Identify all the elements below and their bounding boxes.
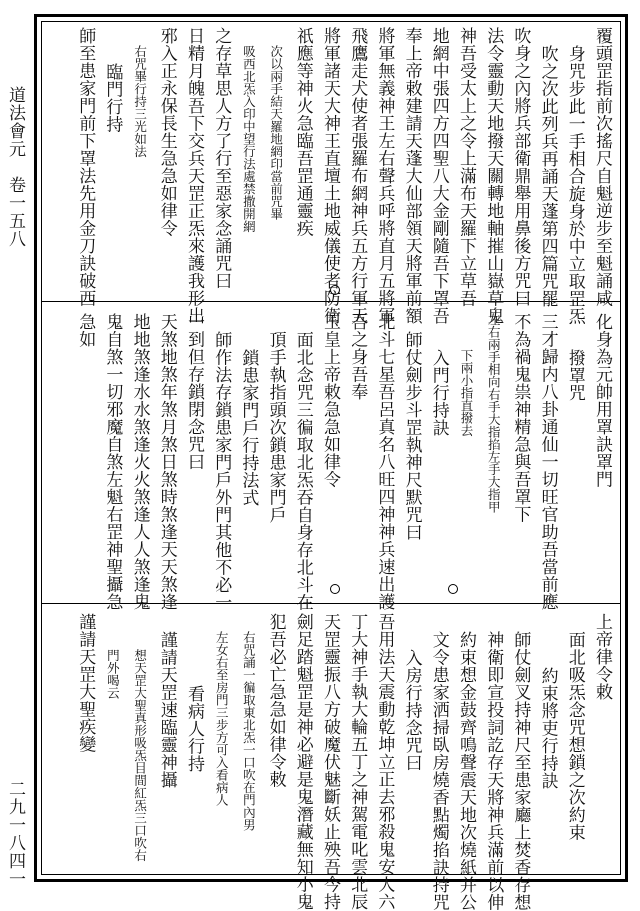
- text-column: 師作法存鎖患家門戶外門其他不必一: [211, 331, 232, 611]
- text-column: 上帝律令敕: [592, 613, 612, 701]
- text-column: 約束想金鼓齊鳴聲震天地次燒紙并公: [456, 631, 476, 911]
- text-column: 右咒誦一徧取東北炁一口吹在門內男: [241, 631, 257, 831]
- section-divider-2: [41, 603, 621, 604]
- text-column: 撥罩咒: [564, 349, 585, 402]
- text-column: 不為禍鬼祟神精急與吾罩下: [510, 313, 531, 523]
- text-column: 祇應等神火急臨吾罡通靈疾: [292, 27, 313, 237]
- text-column: 入房行持念咒曰: [401, 649, 422, 772]
- text-section-top: [37, 27, 625, 325]
- text-column: 吾之身吾奉: [347, 313, 368, 401]
- text-column: 入門行持訣: [428, 349, 449, 437]
- text-column: 次以兩手結天羅地網印當前咒畢: [268, 45, 284, 220]
- text-column: 面北念咒三徧取北炁吞自身存北斗在: [292, 331, 313, 611]
- text-column: 日精月魄吾下交兵天罡正炁來護我形出: [184, 27, 204, 325]
- text-column: 丁大神手執大輪五丁之神駕電叱雲北辰: [347, 613, 368, 911]
- text-column: 法令靈動天地撥天關轉地軸摧山嶽草鬼: [483, 27, 504, 325]
- text-column: 一到但存鎖閉念咒曰: [184, 313, 204, 471]
- circle-mark: [448, 584, 458, 594]
- text-column: 天煞地煞年煞月煞日煞時煞逢天天煞逢: [156, 313, 177, 611]
- text-section-middle: [37, 313, 625, 611]
- circle-mark: [330, 285, 340, 295]
- text-column: 劍足踏魁罡是神必避是鬼潛藏無知小鬼: [292, 613, 313, 911]
- text-column: 急如: [75, 313, 96, 348]
- text-column: 下兩小指直撥去: [459, 349, 474, 437]
- text-column: 約束將吏行持訣: [537, 667, 558, 790]
- page-number-margin: 二九一八四一: [5, 780, 25, 888]
- text-column: 飛鷹走犬使者張羅布網神兵五方行軍天: [347, 27, 368, 325]
- text-column: 頂手執指頭次鎖患家門戶: [265, 331, 286, 524]
- text-column: 左女右至房門三步方可入看病人: [214, 631, 230, 806]
- text-column: 看病人行持: [184, 685, 204, 773]
- text-column: 化身為元帥用罩訣罩門: [592, 313, 612, 488]
- text-column: 謹請天罡大聖疾變: [75, 613, 96, 753]
- text-column: 玉皇上帝敕急急如律令: [320, 313, 340, 488]
- text-column: 右咒畢行持三光如法: [132, 45, 148, 158]
- text-column: 想天罡大聖真形吸炁目間紅炁三口吹右: [132, 649, 148, 862]
- text-column: 身咒步此一手相合旋身於中立取罡炁: [564, 45, 585, 325]
- text-column: 犯吾必亡急急如律令敕: [265, 613, 286, 788]
- text-column: 天罡靈振八方破魔伏魅斷妖止殃吾今持: [320, 613, 340, 911]
- circle-mark: [330, 584, 340, 594]
- text-column: 三才歸内八卦通仙一切旺官助吾當前應: [537, 313, 558, 611]
- text-column: 吹身之內將兵部衛鼎舉用鼻後方咒曰: [510, 27, 531, 307]
- page-frame: [34, 14, 628, 911]
- text-column: 謹請天罡速臨靈神攝: [156, 631, 177, 789]
- text-column: 將軍無義神王左右聲兵呼將直月五將軍: [374, 27, 395, 325]
- text-column: 師仗劍叉持神尺至患家廳上焚香存想: [510, 631, 531, 911]
- text-column: 邪入正永保長生急急如律令: [156, 27, 177, 237]
- text-column: 師仗劍步斗罡執神尺默咒曰: [401, 331, 422, 541]
- text-section-bottom: [37, 613, 625, 911]
- text-column: 吸西北炁入印中望行法處禁撒開網: [241, 45, 257, 233]
- text-column: 北斗七星吾呂真名八旺四神神兵速出護: [374, 313, 395, 611]
- text-column: 覆頭罡指前次搖尺自魁逆步至魁誦咸: [592, 27, 612, 307]
- text-column: 鎖患家門戶行持法式: [238, 349, 259, 507]
- text-column: 門外喝云: [105, 649, 121, 699]
- text-column: 師至患家門前下罩法先用金刀訣破西: [75, 27, 96, 307]
- text-column: 神衛即宣投詞訖存天將神兵滿前以伸: [483, 631, 504, 911]
- text-column: 將軍諸天大神王直壇土地威儀使者防衛: [320, 27, 340, 325]
- text-column: 之存草思人方了行至惡家念誦咒曰: [211, 27, 232, 290]
- text-column: 文令患家洒掃臥房燒香點燭掐訣持咒: [428, 631, 449, 911]
- text-column: 面北吸炁念咒想鎖之次約束: [564, 631, 585, 841]
- text-column: 奉上帝敕建請天蓬大仙部領天將軍前額: [401, 27, 422, 325]
- text-column: 神吾受太上之令上滿布天羅下立草吾: [456, 27, 476, 307]
- text-column: 吹之次此列兵再誦天蓬第四篇咒罷: [537, 45, 558, 308]
- text-column: 吾用法天震動乾坤立正去邪殺鬼安人六: [374, 613, 395, 911]
- text-column: 左右兩手相向右手大指掐左手大指甲: [486, 313, 502, 513]
- book-title-margin: 道法會元 卷一五八: [5, 86, 25, 248]
- text-column: 臨門行持: [102, 63, 123, 133]
- text-column: 鬼自煞一切邪魔自煞左魁右罡神聖攝急: [102, 313, 123, 611]
- text-column: 地網中張四方四聖八大金剛隨吾下罩吾: [428, 27, 449, 325]
- text-column: 地地煞逢水水煞逢火火煞逢人人煞逢鬼: [129, 313, 150, 611]
